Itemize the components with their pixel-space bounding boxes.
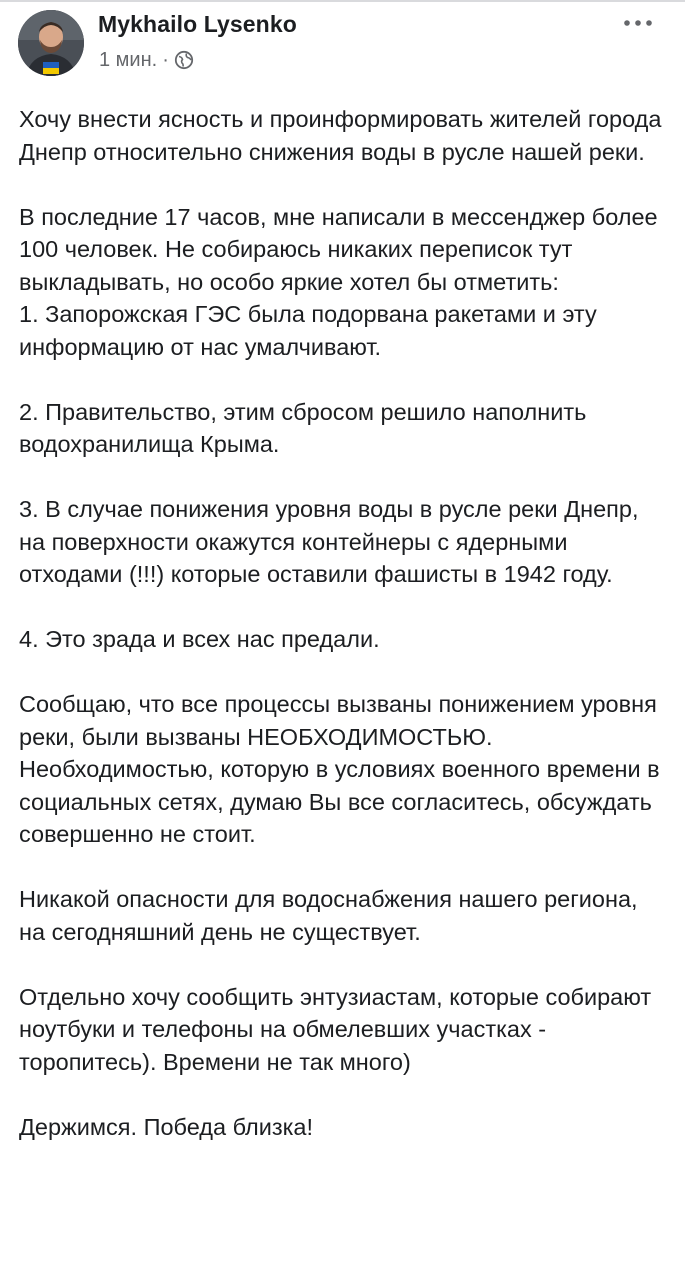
post-paragraph: Хочу внести ясность и проинформировать жителей города Днепр относительно снижения воды в русле нашей реки. — [19, 106, 662, 165]
post-paragraph: Сообщаю, что все процессы вызваны понижением уровня реки, были вызваны НЕОБХОДИМОСТЬЮ. Необходимостью, которую в условиях военного времени в социальных сетях, думаю Вы все согласитесь, обсуждать совершенно не стоит. — [19, 691, 660, 847]
meta-separator: · — [162, 48, 169, 71]
post-paragraph: 4. Это зрада и всех нас предали. — [19, 626, 380, 652]
post-time[interactable]: 1 мин. — [99, 48, 158, 71]
post-meta — [99, 46, 194, 74]
post-header — [0, 0, 685, 92]
globe-icon — [174, 50, 194, 70]
author-name[interactable]: Mykhailo Lysenko — [98, 11, 297, 37]
post-paragraph: В последние 17 часов, мне написали в мессенджер более 100 человек. Не собираюсь никаких переписок тут выкладывать, но особо яркие хотел бы отметить: 1. Запорожская ГЭС была подорвана ракетами и эту информацию от нас умалчивают. — [19, 203, 658, 360]
post-paragraph: Отдельно хочу сообщить энтузиастам, которые собирают ноутбуки и телефоны на обмелевших участках - торопитесь). Времени не так много) — [19, 983, 652, 1075]
more-horizontal-icon[interactable] — [618, 8, 658, 38]
post-paragraph: 2. Правительство, этим сбросом решило наполнить водохранилища Крыма. — [19, 398, 587, 457]
post-paragraph: 3. В случае понижения уровня воды в русле реки Днепр, на поверхности окажутся контейнеры с ядерными отходами (!!!) которые оставили фашисты в 1942 году. — [19, 496, 639, 587]
avatar[interactable] — [18, 10, 84, 76]
post-body — [19, 103, 669, 1143]
post-paragraph: Никакой опасности для водоснабжения нашего региона, на сегодняшний день не существует. — [19, 886, 638, 945]
post-paragraph: Держимся. Победа близка! — [19, 1113, 314, 1140]
